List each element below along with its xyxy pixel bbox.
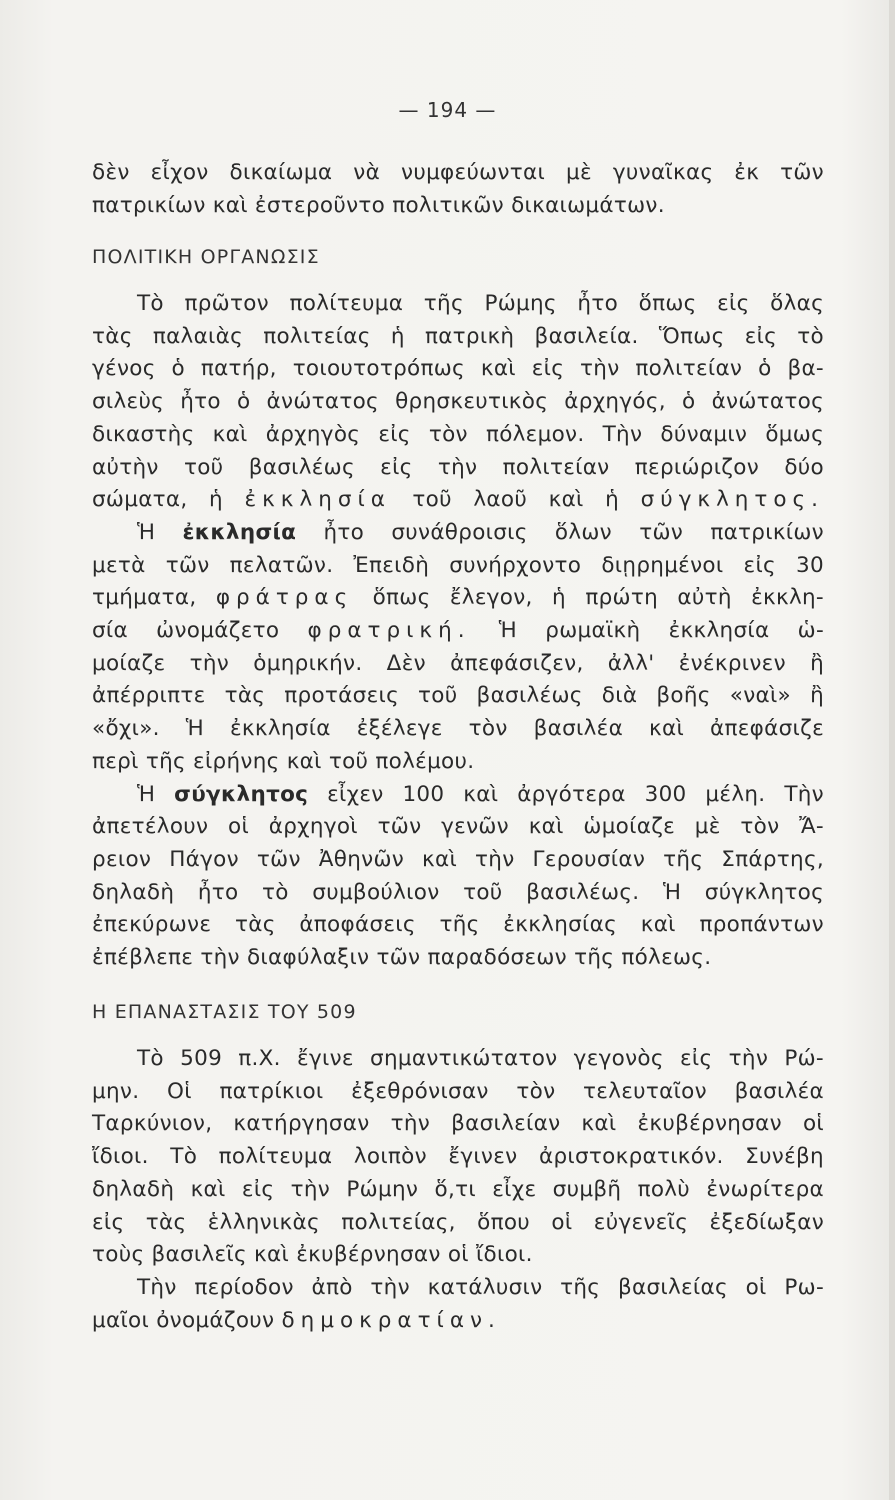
text-line: μετὰ τῶν πελατῶν. Ἐπειδὴ συνήρχοντο διῃρημένοι εἰς 30 — [92, 552, 824, 578]
text-line: ρειον Πάγον τῶν Ἀθηνῶν καὶ τὴν Γερουσίαν τῆς Σπάρτης, — [92, 846, 824, 872]
spaced-term-fratras: φράτρας — [215, 585, 354, 611]
page-number: — 194 — — [398, 98, 497, 122]
text-fragment: σία ὠνομάζετο — [92, 618, 308, 644]
text-line: δικαστὴς καὶ ἀρχηγὸς εἰς τὸν πόλεμον. Τὴν δύναμιν ὅμως — [92, 421, 824, 447]
text-line: μοίαζε τὴν ὁμηρικήν. Δὲν ἀπεφάσιζεν, ἀλλ' ἐνέκρινεν ἢ — [92, 650, 824, 676]
text-line: Τὸ πρῶτον πολίτευμα τῆς Ρώμης ἦτο ὅπως εἰς ὅλας — [137, 291, 824, 316]
text-fragment: Ἡ ρωμαϊκὴ ἐκκλησία ὡ- — [470, 618, 824, 644]
text-line: αὐτὴν τοῦ βασιλέως εἰς τὴν πολιτείαν περιώριζον δύο — [92, 454, 824, 480]
section-body-political-organization — [92, 288, 824, 975]
text-line — [92, 484, 824, 517]
text-line: εἰς τὰς ἑλληνικὰς πολιτείας, ὅπου οἱ εὐγενεῖς ἐξεδίωξαν — [92, 1209, 824, 1235]
text-line: τοὺς βασιλεῖς καὶ ἐκυβέρνησαν οἱ ἴδιοι. — [92, 1242, 533, 1268]
text-line: ἀπέρριπτε τὰς προτάσεις τοῦ βασιλέως διὰ βοῆς «ναὶ» ἢ — [92, 683, 824, 709]
text-line: ἀπετέλουν οἱ ἀρχηγοὶ τῶν γενῶν καὶ ὡμοίαζε μὲ τὸν Ἄ- — [92, 814, 824, 840]
text-fragment: μαῖοι ὀνομάζουν — [92, 1307, 282, 1333]
text-line: ἴδιοι. Τὸ πολίτευμα λοιπὸν ἔγινεν ἀριστοκρατικόν. Συνέβη — [92, 1144, 824, 1170]
text-line — [92, 615, 824, 648]
text-fragment: σώματα, ἡ — [92, 487, 245, 513]
text-fragment: ἦτο συνάθροισις ὅλων τῶν πατρικίων — [296, 519, 824, 545]
section-heading-revolution-509: Η ΕΠΑΝΑΣΤΑΣΙΣ ΤΟΥ 509 — [92, 1001, 357, 1023]
text-line — [92, 517, 824, 550]
text-line: ἐπέβλεπε τὴν διαφύλαξιν τῶν παραδόσεων τῆς πόλεως. — [92, 945, 712, 971]
bold-term-synkletos: σύγκλητος — [174, 781, 309, 807]
text-line: Τὸ 509 π.Χ. ἔγινε σημαντικώτατον γεγονὸς εἰς τὴν Ρώ- — [137, 1046, 824, 1071]
text-fragment: τμήματα, — [92, 585, 216, 611]
paragraph-continuation — [92, 157, 824, 222]
text-line: σιλεὺς ἦτο ὁ ἀνώτατος θρησκευτικὸς ἀρχηγός, ὁ ἀνώτατος — [92, 389, 824, 415]
text-line: δὲν εἶχον δικαίωμα νὰ νυμφεύωνται μὲ γυναῖκας ἐκ τῶν — [92, 160, 824, 185]
bold-term-ekklesia: ἐκκλησία — [182, 519, 297, 545]
spaced-term-ekklesia: ἐκκλησία — [244, 487, 391, 513]
text-line — [92, 1305, 824, 1338]
text-line: ἐπεκύρωνε τὰς ἀποφάσεις τῆς ἐκκλησίας καὶ προπάντων — [92, 912, 824, 938]
text-line: δηλαδὴ καὶ εἰς τὴν Ρώμην ὅ,τι εἶχε συμβῆ πολὺ ἐνωρίτερα — [92, 1176, 824, 1202]
text-line: πατρικίων καὶ ἐστεροῦντο πολιτικῶν δικαιωμάτων. — [92, 192, 665, 218]
spaced-term-synkletos: σύγκλητος. — [640, 487, 824, 513]
text-line — [92, 582, 824, 615]
text-line: μην. Οἱ πατρίκιοι ἐξεθρόνισαν τὸν τελευταῖον βασιλέα — [92, 1078, 824, 1104]
text-fragment: Ἡ — [137, 519, 183, 545]
spaced-term-dimokratian: δημοκρατίαν. — [281, 1307, 501, 1333]
text-fragment: εἶχεν 100 καὶ ἀργότερα 300 μέλη. Τὴν — [308, 781, 824, 807]
text-line: δηλαδὴ ἦτο τὸ συμβούλιον τοῦ βασιλέως. Ἡ σύγκλητος — [92, 879, 824, 905]
spaced-term-fratriki: φρατρική. — [307, 618, 471, 644]
text-fragment: τοῦ λαοῦ καὶ ἡ — [390, 487, 641, 513]
text-line: γένος ὁ πατήρ, τοιουτοτρόπως καὶ εἰς τὴν πολιτείαν ὁ βα- — [92, 356, 824, 382]
text-line: τὰς παλαιὰς πολιτείας ἡ πατρικὴ βασιλεία. Ὅπως εἰς τὸ — [92, 323, 824, 349]
text-line: περὶ τῆς εἰρήνης καὶ τοῦ πολέμου. — [92, 748, 475, 774]
text-line: Ταρκύνιον, κατήργησαν τὴν βασιλείαν καὶ ἐκυβέρνησαν οἱ — [92, 1111, 824, 1137]
page-edge — [889, 0, 895, 1500]
section-body-revolution-509 — [92, 1043, 824, 1337]
section-heading-political-organization: ΠΟΛΙΤΙΚΗ ΟΡΓΑΝΩΣΙΣ — [92, 246, 320, 268]
text-line: «ὄχι». Ἡ ἐκκλησία ἐξέλεγε τὸν βασιλέα καὶ ἀπεφάσιζε — [92, 716, 824, 742]
text-fragment: ὅπως ἔλεγον, ἡ πρώτη αὐτὴ ἐκκλη- — [353, 585, 824, 611]
text-fragment: Ἡ — [137, 781, 175, 807]
text-line: Τὴν περίοδον ἀπὸ τὴν κατάλυσιν τῆς βασιλείας οἱ Ρω- — [137, 1274, 824, 1300]
text-line — [92, 779, 824, 812]
